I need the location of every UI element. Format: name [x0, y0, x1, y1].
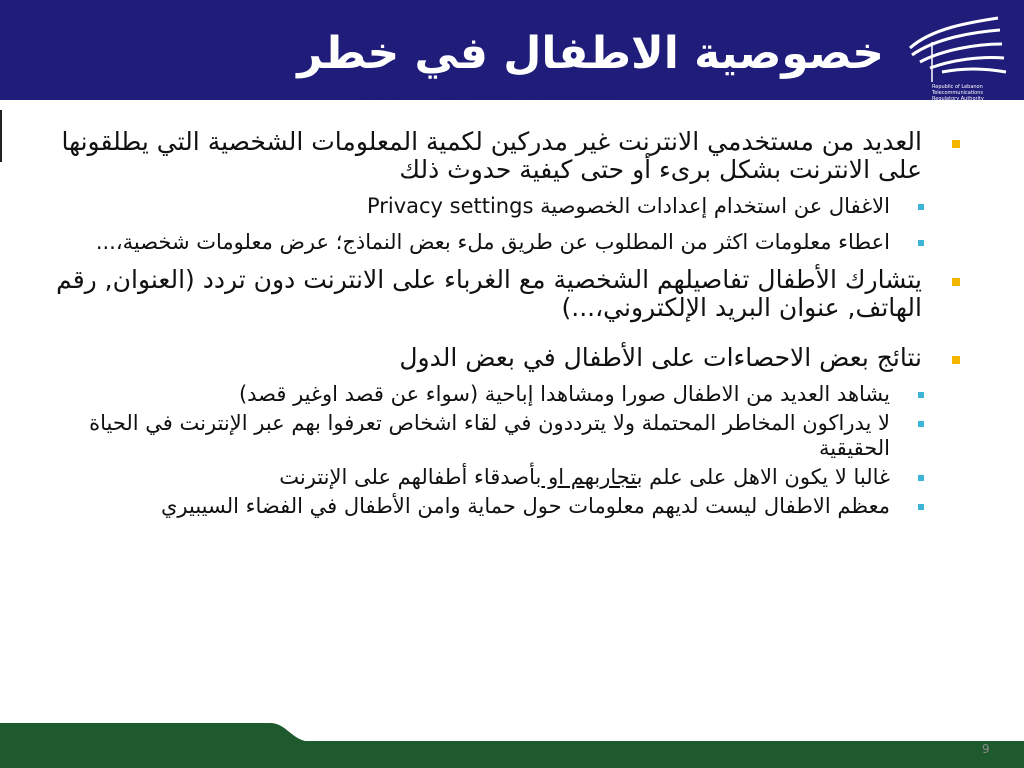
slide-title: خصوصية الاطفال في خطر	[297, 28, 884, 79]
bullet-square-icon	[918, 475, 924, 481]
bullet-square-icon	[918, 504, 924, 510]
bullet-square-icon	[952, 140, 960, 148]
bullet-level1	[40, 344, 960, 372]
bullet-text: يتشارك الأطفال تفاصيلهم الشخصية مع الغرباء على الانترنت دون تردد (العنوان, رقم الهاتف, عنوان البريد الإلكتروني،...)	[56, 265, 922, 322]
bullet-level2	[40, 465, 960, 490]
bullet-text-part: بأصدقاء أطفالهم على الإنترنت	[279, 465, 542, 489]
bullet-level2	[40, 230, 960, 255]
bullet-level2	[40, 494, 960, 519]
bullet-text: يشاهد العديد من الاطفال صورا ومشاهدا إباحية (سواء عن قصد اوغير قصد)	[238, 382, 890, 406]
bullet-text-part: غالبا لا يكون الاهل على علم	[642, 465, 890, 489]
bullet-square-icon	[918, 392, 924, 398]
footer-bar	[0, 715, 1024, 768]
bullet-text: العديد من مستخدمي الانترنت غير مدركين لكمية المعلومات الشخصية التي يطلقونها على الانترنت بشكل برىء أو حتى كيفية حدوث ذلك	[61, 127, 922, 184]
bullet-level1	[40, 128, 960, 184]
bullet-text: لا يدراكون المخاطر المحتملة ولا يترددون في لقاء اشخاص تعرفوا بهم عبر الإنترنت في الحياة الحقيقية	[89, 411, 890, 460]
bullet-text: الاغفال عن استخدام إعدادات الخصوصية Privacy settings	[366, 194, 890, 218]
logo-line: Telecommunications	[932, 90, 984, 96]
bullet-text: معظم الاطفال ليست لديهم معلومات حول حماية وامن الأطفال في الفضاء السيبيري	[160, 494, 890, 518]
bullet-text-underlined: بتجاربهم او	[541, 465, 643, 489]
bullet-square-icon	[952, 278, 960, 286]
bullet-text: اعطاء معلومات اكثر من المطلوب عن طريق ملء بعض النماذج؛ عرض معلومات شخصية،...	[95, 230, 890, 254]
bullet-text: نتائج بعض الاحصاءات على الأطفال في بعض الدول	[399, 343, 922, 372]
bullet-level2	[40, 194, 960, 219]
logo-line: Regulatory Authority	[932, 96, 984, 102]
bullet-level1	[40, 266, 960, 322]
left-edge-line	[0, 110, 2, 162]
bullet-square-icon	[952, 356, 960, 364]
bullet-level2	[40, 382, 960, 407]
slide-body	[40, 128, 960, 523]
page-number: 9	[982, 742, 990, 756]
bullet-square-icon	[918, 421, 924, 427]
bullet-square-icon	[918, 204, 924, 210]
bullet-level2	[40, 411, 960, 461]
bullet-square-icon	[918, 240, 924, 246]
logo-caption	[932, 84, 1022, 102]
logo-line: Republic of Lebanon	[932, 84, 983, 90]
